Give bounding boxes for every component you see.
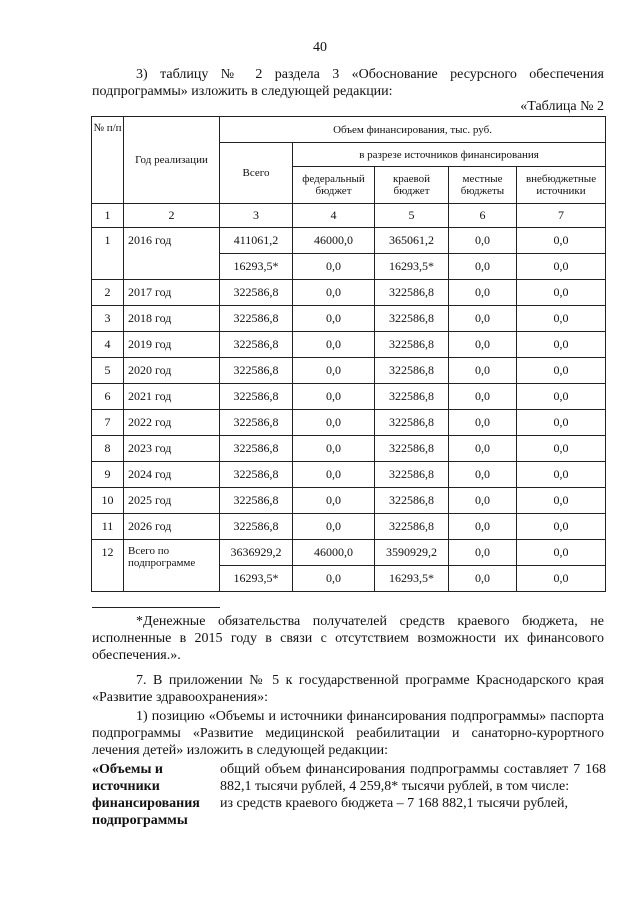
row-number-cell: 11 — [92, 514, 124, 540]
row-number-cell: 4 — [92, 332, 124, 358]
value-cell: 322586,8 — [375, 436, 449, 462]
value-cell: 0,0 — [293, 280, 375, 306]
value-cell: 0,0 — [517, 306, 606, 332]
paragraph-7: 7. В приложении № 5 к государственной программе Краснодарского края «Развитие здравоохранения»: — [92, 673, 604, 705]
table-row — [92, 358, 606, 384]
header-row-1 — [92, 117, 606, 143]
col-number: 5 — [375, 204, 449, 228]
year-cell: 2022 год — [124, 410, 220, 436]
value-cell: 322586,8 — [375, 280, 449, 306]
header-year: Год реализации — [124, 117, 220, 204]
col-number: 6 — [449, 204, 517, 228]
table-row — [92, 410, 606, 436]
header-funding-volume: Объем финансирования, тыс. руб. — [220, 117, 606, 143]
table-row — [92, 280, 606, 306]
row-number-cell: 12 — [92, 540, 124, 592]
value-cell: 0,0 — [517, 436, 606, 462]
value-cell: 322586,8 — [375, 462, 449, 488]
value-cell: 0,0 — [293, 462, 375, 488]
row-number-cell: 9 — [92, 462, 124, 488]
value-cell: 0,0 — [517, 358, 606, 384]
value-cell: 322586,8 — [375, 514, 449, 540]
row-number-cell: 1 — [92, 228, 124, 280]
value-cell: 0,0 — [517, 566, 606, 592]
funding-table-body — [92, 117, 606, 592]
value-cell: 0,0 — [293, 514, 375, 540]
value-cell: 322586,8 — [220, 384, 293, 410]
value-cell: 0,0 — [449, 254, 517, 280]
row-number-cell: 3 — [92, 306, 124, 332]
value-cell: 322586,8 — [220, 436, 293, 462]
row-number-cell: 7 — [92, 410, 124, 436]
value-cell: 16293,5* — [375, 254, 449, 280]
value-cell: 0,0 — [449, 332, 517, 358]
value-cell: 0,0 — [293, 436, 375, 462]
value-cell: 322586,8 — [375, 488, 449, 514]
value-cell: 3636929,2 — [220, 540, 293, 566]
value-cell: 0,0 — [517, 488, 606, 514]
row-number-cell: 8 — [92, 436, 124, 462]
value-cell: 322586,8 — [220, 514, 293, 540]
value-cell: 0,0 — [517, 332, 606, 358]
value-cell: 322586,8 — [220, 332, 293, 358]
value-cell: 0,0 — [449, 384, 517, 410]
value-cell: 3590929,2 — [375, 540, 449, 566]
header-local: местные бюджеты — [449, 167, 517, 204]
year-cell: 2017 год — [124, 280, 220, 306]
value-cell: 0,0 — [449, 488, 517, 514]
year-cell: 2020 год — [124, 358, 220, 384]
row-number-cell: 2 — [92, 280, 124, 306]
value-cell: 322586,8 — [375, 358, 449, 384]
value-cell: 16293,5* — [375, 566, 449, 592]
value-cell: 0,0 — [293, 410, 375, 436]
table-label: «Таблица № 2 — [520, 99, 604, 114]
value-cell: 0,0 — [293, 488, 375, 514]
value-cell: 0,0 — [517, 228, 606, 254]
value-cell: 0,0 — [449, 514, 517, 540]
value-cell: 322586,8 — [375, 384, 449, 410]
value-cell: 322586,8 — [220, 410, 293, 436]
value-cell: 0,0 — [517, 514, 606, 540]
year-cell: 2019 год — [124, 332, 220, 358]
col-number: 4 — [293, 204, 375, 228]
value-cell: 365061,2 — [375, 228, 449, 254]
column-number-row — [92, 204, 606, 228]
value-cell: 0,0 — [517, 462, 606, 488]
value-cell: 0,0 — [293, 384, 375, 410]
passport-label: «Объемы и источники финансирования подпрограммы — [92, 762, 200, 828]
value-cell: 0,0 — [517, 280, 606, 306]
footnote: *Денежные обязательства получателей средств краевого бюджета, не исполненные в 2015 году в связи с отсутствием возможности их финансового обеспечения.». — [92, 614, 604, 663]
header-by-source: в разрезе источников финансирования — [293, 143, 606, 167]
year-cell: Всего по подпрограмме — [124, 540, 220, 592]
value-cell: 0,0 — [449, 306, 517, 332]
table-row — [92, 514, 606, 540]
page-number: 40 — [313, 40, 327, 55]
value-cell: 0,0 — [449, 566, 517, 592]
header-extra: внебюджетные источники — [517, 167, 606, 204]
value-cell: 16293,5* — [220, 254, 293, 280]
value-cell: 0,0 — [449, 358, 517, 384]
value-cell: 46000,0 — [293, 540, 375, 566]
table-row — [92, 384, 606, 410]
value-cell: 16293,5* — [220, 566, 293, 592]
value-cell: 322586,8 — [220, 488, 293, 514]
value-cell: 322586,8 — [375, 332, 449, 358]
table-row — [92, 228, 606, 254]
intro-paragraph: 3) таблицу № 2 раздела 3 «Обоснование ресурсного обеспечения подпрограммы» изложить в следующей редакции: — [92, 67, 604, 99]
year-cell: 2021 год — [124, 384, 220, 410]
passport-text-1: общий объем финансирования подпрограммы составляет 7 168 882,1 тысячи рублей, 4 259,8* тысячи рублей, в том числе: — [220, 762, 606, 794]
row-number-cell: 5 — [92, 358, 124, 384]
col-number: 2 — [124, 204, 220, 228]
value-cell: 0,0 — [449, 410, 517, 436]
year-cell: 2026 год — [124, 514, 220, 540]
table-row — [92, 306, 606, 332]
header-regional: краевой бюджет — [375, 167, 449, 204]
funding-table — [91, 116, 606, 592]
value-cell: 322586,8 — [375, 306, 449, 332]
year-cell: 2016 год — [124, 228, 220, 280]
passport-text-2: из средств краевого бюджета – 7 168 882,1 тысячи рублей, — [220, 796, 568, 811]
value-cell: 0,0 — [293, 254, 375, 280]
value-cell: 0,0 — [449, 436, 517, 462]
table-row — [92, 488, 606, 514]
header-number: № п/п — [92, 117, 124, 204]
value-cell: 0,0 — [517, 384, 606, 410]
table-row — [92, 332, 606, 358]
value-cell: 0,0 — [517, 540, 606, 566]
header-federal: федеральный бюджет — [293, 167, 375, 204]
value-cell: 0,0 — [449, 540, 517, 566]
paragraph-1: 1) позицию «Объемы и источники финансирования подпрограммы» паспорта подпрограммы «Развитие медицинской реабилитации и санаторно-курортного лечения детей» изложить в следующей редакции: — [92, 709, 604, 758]
value-cell: 322586,8 — [220, 462, 293, 488]
value-cell: 0,0 — [293, 332, 375, 358]
value-cell: 0,0 — [517, 254, 606, 280]
value-cell: 0,0 — [449, 280, 517, 306]
table-row — [92, 462, 606, 488]
value-cell: 0,0 — [293, 566, 375, 592]
value-cell: 0,0 — [449, 228, 517, 254]
value-cell: 322586,8 — [220, 358, 293, 384]
col-number: 1 — [92, 204, 124, 228]
passport-text — [220, 761, 606, 812]
header-total: Всего — [220, 143, 293, 204]
footnote-divider — [92, 607, 220, 608]
table-row — [92, 436, 606, 462]
year-cell: 2025 год — [124, 488, 220, 514]
value-cell: 0,0 — [293, 358, 375, 384]
year-cell: 2018 год — [124, 306, 220, 332]
row-number-cell: 6 — [92, 384, 124, 410]
value-cell: 322586,8 — [375, 410, 449, 436]
value-cell: 0,0 — [293, 306, 375, 332]
value-cell: 0,0 — [449, 462, 517, 488]
year-cell: 2024 год — [124, 462, 220, 488]
value-cell: 46000,0 — [293, 228, 375, 254]
value-cell: 0,0 — [517, 410, 606, 436]
col-number: 7 — [517, 204, 606, 228]
col-number: 3 — [220, 204, 293, 228]
value-cell: 322586,8 — [220, 306, 293, 332]
value-cell: 322586,8 — [220, 280, 293, 306]
value-cell: 411061,2 — [220, 228, 293, 254]
table-row — [92, 540, 606, 566]
year-cell: 2023 год — [124, 436, 220, 462]
row-number-cell: 10 — [92, 488, 124, 514]
